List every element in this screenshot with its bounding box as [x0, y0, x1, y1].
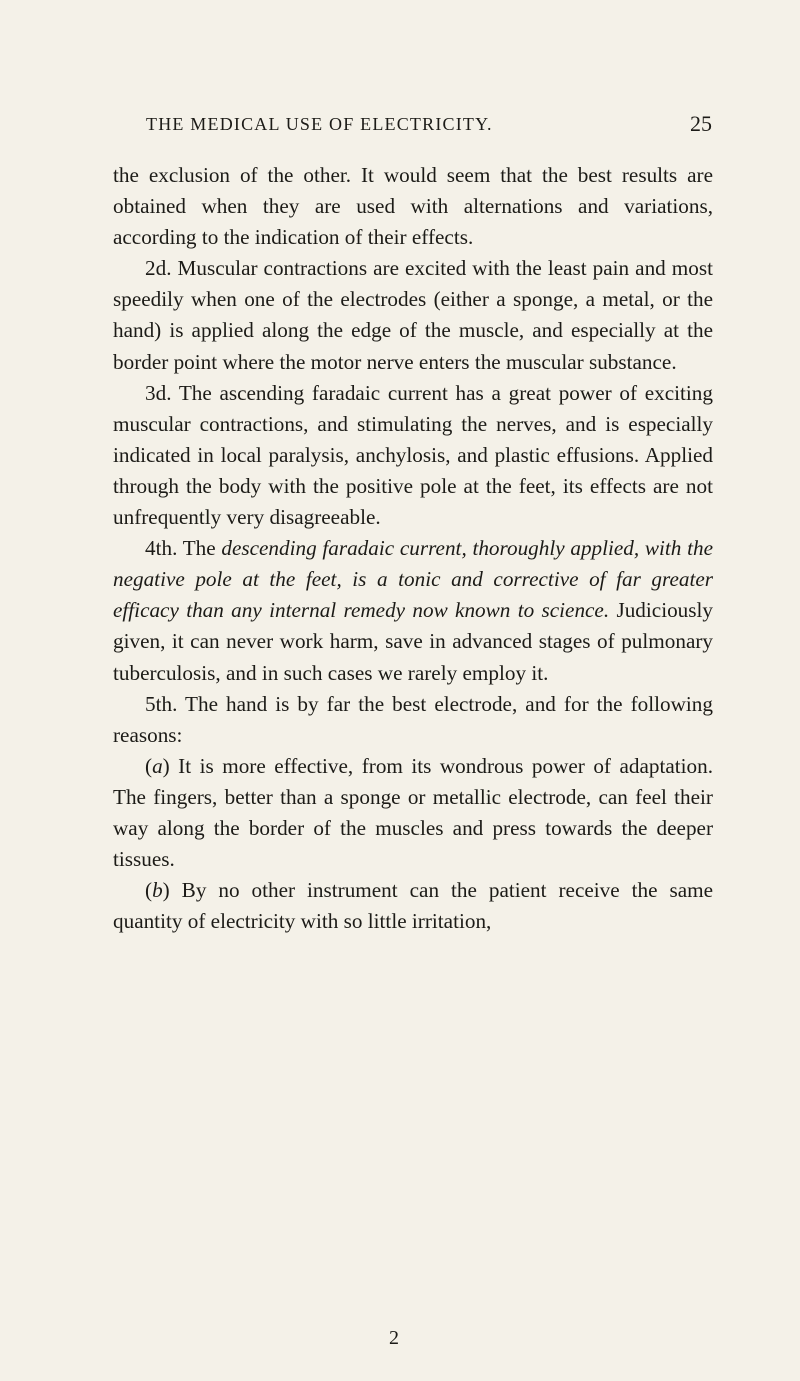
item-open-paren: (	[145, 878, 153, 903]
paragraph-descending-current	[113, 533, 713, 688]
item-text: ) It is more effective, from its wondrous power of adaptation. The fingers, better than a sponge or metallic electrode, can feel their way along the border of the muscles and press towards the deeper tissues.	[113, 753, 713, 872]
paragraph-rest: Judiciously given, it can never work harm, save in advanced stages of pulmonary tuberculosis, and in such cases we rarely employ it.	[113, 598, 713, 685]
page-number: 25	[690, 111, 712, 136]
item-letter: b	[152, 878, 163, 903]
item-open-paren: (	[145, 753, 153, 778]
body-text	[113, 160, 713, 937]
paragraph-item-b	[113, 875, 713, 937]
item-text: ) By no other instrument can the patient receive the same quantity of electricity with so little irritation,	[113, 878, 713, 934]
paragraph-muscular-contractions: 2d. Muscular contractions are excited with the least pain and most speedily when one of the electrodes (either a sponge, a metal, or the hand) is applied along the edge of the muscle, and especially at the border point where the motor nerve enters the muscular substance.	[113, 256, 713, 374]
paragraph-hand-electrode: 5th. The hand is by far the best electrode, and for the following reasons:	[113, 691, 713, 747]
paragraph-ascending-current: 3d. The ascending faradaic current has a great power of exciting muscular contractions, and stimulating the nerves, and is especially indicated in local paralysis, anchylosis, and plastic effusions. Applied through the body with the positive pole at the feet, its effects are not unfrequently very disagreeable.	[113, 380, 713, 530]
paragraph-lead: 4th. The	[145, 536, 222, 561]
italic-emphasis: descending faradaic current, thoroughly applied, with the negative pole at the feet, is a tonic and corrective of far greater efficacy than any internal remedy now known to science.	[113, 536, 713, 623]
item-letter: a	[152, 753, 163, 778]
running-title: THE MEDICAL USE OF ELECTRICITY.	[146, 114, 493, 134]
paragraph-continuation: the exclusion of the other. It would seem that the best results are obtained when they are used with alternations and variations, according to the indication of their effects.	[113, 163, 713, 250]
page-header	[146, 111, 712, 144]
paragraph-item-a	[113, 751, 713, 875]
signature-mark: 2	[389, 1327, 399, 1349]
